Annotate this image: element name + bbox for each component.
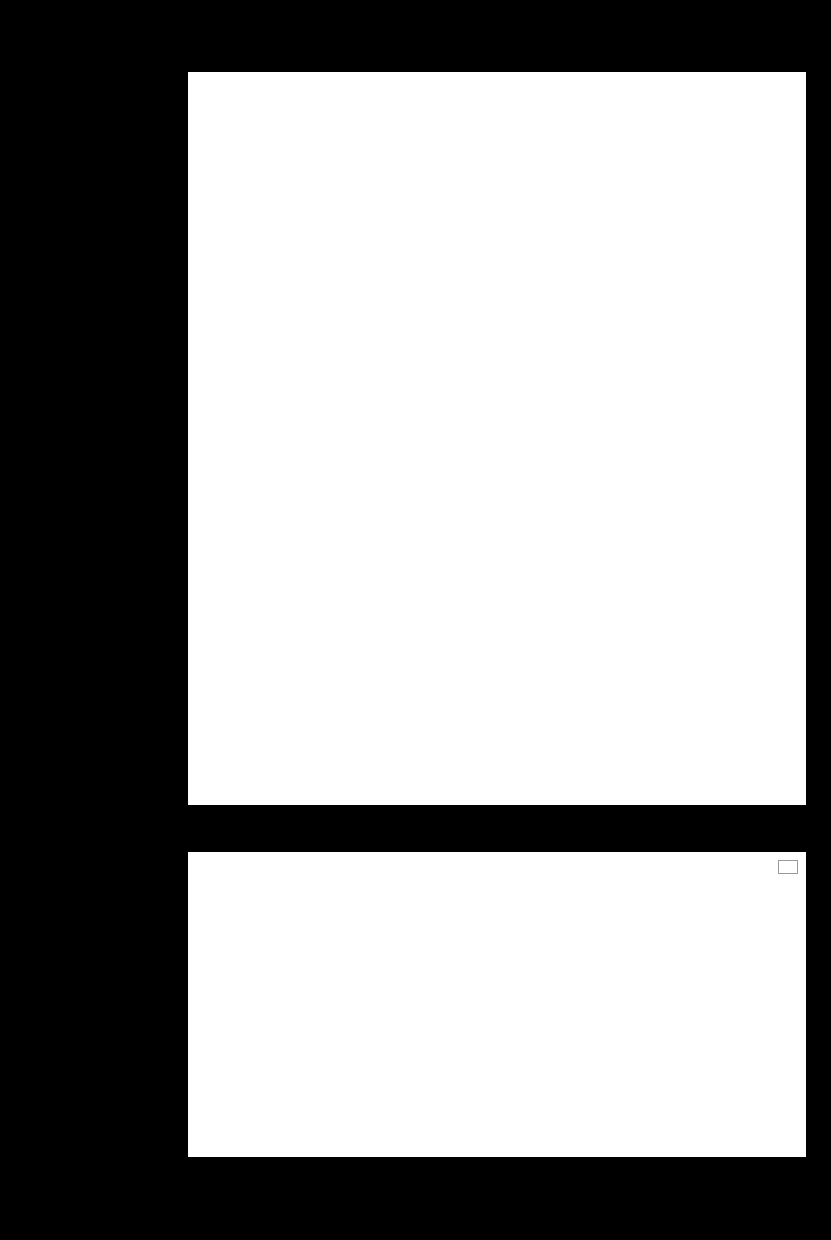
legend: [778, 860, 798, 874]
density-plot-panel: [188, 852, 806, 1157]
forest-plot-panel: [188, 72, 806, 805]
